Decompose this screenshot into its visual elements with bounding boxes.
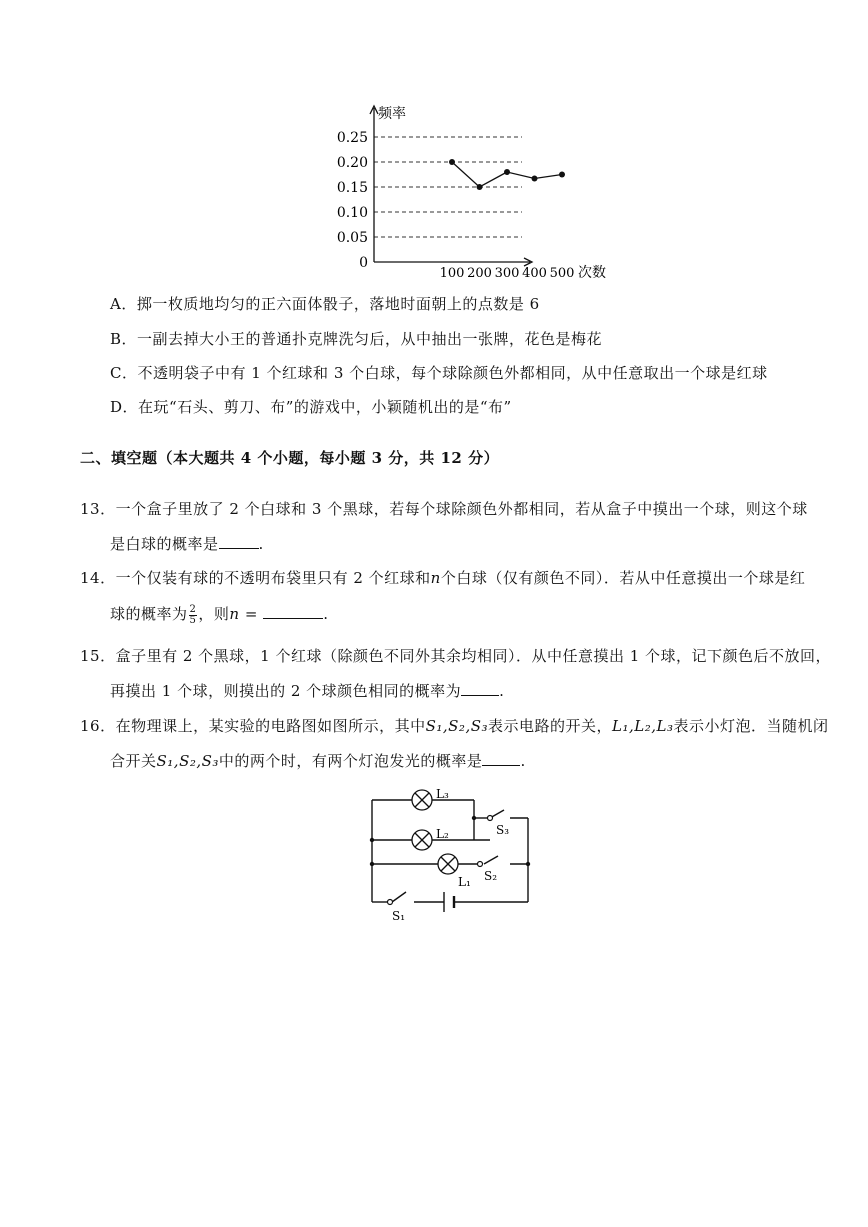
x-tick-label: 500	[549, 266, 575, 281]
bulb-l2-icon	[412, 830, 432, 850]
q16-text-c: 表示小灯泡．当随机闭	[673, 717, 829, 735]
s2-contact	[478, 862, 483, 867]
q16-switches-2: S₁,S₂,S₃	[156, 752, 219, 770]
s3-contact	[488, 816, 493, 821]
junction-dot	[370, 862, 374, 866]
q14-end: .	[323, 605, 329, 623]
section-title: 二、填空题（本大题共 4 个小题，每小题 3 分，共 12 分）	[80, 449, 500, 467]
bulb-l1-icon	[438, 854, 458, 874]
x-tick-label: 300	[494, 266, 520, 281]
s1-contact	[388, 900, 393, 905]
q14-frac-num: 2	[189, 603, 197, 615]
junction-dot	[472, 816, 476, 820]
chart-ylabel: 频率	[378, 106, 406, 122]
y-tick-label: 0	[359, 255, 368, 271]
x-tick-label: 100	[439, 266, 465, 281]
q14-var-n: n	[430, 569, 441, 587]
junction-dot	[370, 838, 374, 842]
y-tick-label: 0.15	[336, 180, 368, 196]
y-tick-label: 0.25	[336, 130, 368, 146]
circuit-diagram	[360, 780, 540, 925]
q16-bulbs: L₁,L₂,L₃	[612, 717, 674, 735]
data-point	[477, 184, 483, 190]
chart-xlabel: 次数	[578, 265, 606, 281]
data-point	[504, 169, 510, 175]
q15-answer-blank[interactable]	[461, 681, 499, 696]
q14-line2	[110, 603, 328, 626]
option-c: C．不透明袋子中有 1 个红球和 3 个白球，每个球除颜色外都相同，从中任意取出一个球是红球	[110, 364, 768, 382]
y-tick-label: 0.20	[336, 155, 368, 171]
option-a: A．掷一枚质地均匀的正六面体骰子，落地时面朝上的点数是 6	[110, 295, 540, 313]
q14-var-n2: n	[229, 605, 240, 623]
q16-line1	[80, 715, 829, 736]
data-point	[559, 172, 565, 178]
q16-text-b: 表示电路的开关，	[488, 717, 613, 735]
label-l1: L₁	[458, 875, 471, 889]
label-l3: L₃	[436, 787, 449, 801]
q14-eq: =	[239, 605, 264, 623]
y-tick-label: 0.10	[336, 205, 368, 221]
label-s3: S₃	[496, 823, 510, 837]
q13-line2	[110, 533, 264, 554]
q16-text-e: 中的两个时，有两个灯泡发光的概率是	[218, 752, 483, 770]
q14-fraction	[189, 605, 198, 626]
q13-text: 是白球的概率是	[110, 535, 219, 553]
data-point	[449, 159, 455, 165]
junction-dot	[526, 862, 530, 866]
q14-frac-den: 5	[189, 614, 197, 626]
q14-text-a: 14．一个仅装有球的不透明布袋里只有 2 个红球和	[80, 569, 431, 587]
q16-switches: S₁,S₂,S₃	[425, 717, 488, 735]
frequency-line-chart	[320, 100, 606, 285]
q16-answer-blank[interactable]	[482, 751, 520, 766]
q16-end: .	[520, 752, 526, 770]
q14-line1	[80, 567, 805, 588]
x-tick-label: 400	[522, 266, 547, 281]
q14-text-b: 个白球（仅有颜色不同）．若从中任意摸出一个球是红	[440, 569, 806, 587]
label-s2: S₂	[484, 869, 498, 883]
q15-line2	[110, 680, 504, 701]
q15-text: 再摸出 1 个球，则摸出的 2 个球颜色相同的概率为	[110, 682, 462, 700]
option-b: B．一副去掉大小王的普通扑克牌洗匀后，从中抽出一张牌，花色是梅花	[110, 330, 603, 348]
label-l2: L₂	[436, 827, 449, 841]
q13-end: .	[258, 535, 264, 553]
x-tick-label: 200	[467, 266, 492, 281]
option-d: D．在玩“石头、剪刀、布”的游戏中，小颖随机出的是“布”	[110, 398, 512, 416]
bulb-l3-icon	[412, 790, 432, 810]
data-point	[532, 176, 538, 182]
q13-line1: 13．一个盒子里放了 2 个白球和 3 个黑球，若每个球除颜色外都相同，若从盒子中摸出一个球，则这个球	[80, 500, 808, 518]
q14-answer-blank[interactable]	[263, 604, 323, 619]
q16-text-d: 合开关	[110, 752, 157, 770]
q14-text-c: 球的概率为	[110, 605, 188, 623]
label-s1: S₁	[392, 909, 406, 923]
q15-end: .	[499, 682, 505, 700]
q16-text-a: 16．在物理课上，某实验的电路图如图所示，其中	[80, 717, 426, 735]
q15-line1: 15．盒子里有 2 个黑球，1 个红球（除颜色不同外其余均相同）．从中任意摸出 1 个球，记下颜色后不放回，	[80, 647, 832, 665]
q13-answer-blank[interactable]	[219, 534, 259, 549]
q14-text-d: ，则	[198, 605, 230, 623]
q16-line2	[110, 750, 526, 771]
y-tick-label: 0.05	[336, 230, 368, 246]
